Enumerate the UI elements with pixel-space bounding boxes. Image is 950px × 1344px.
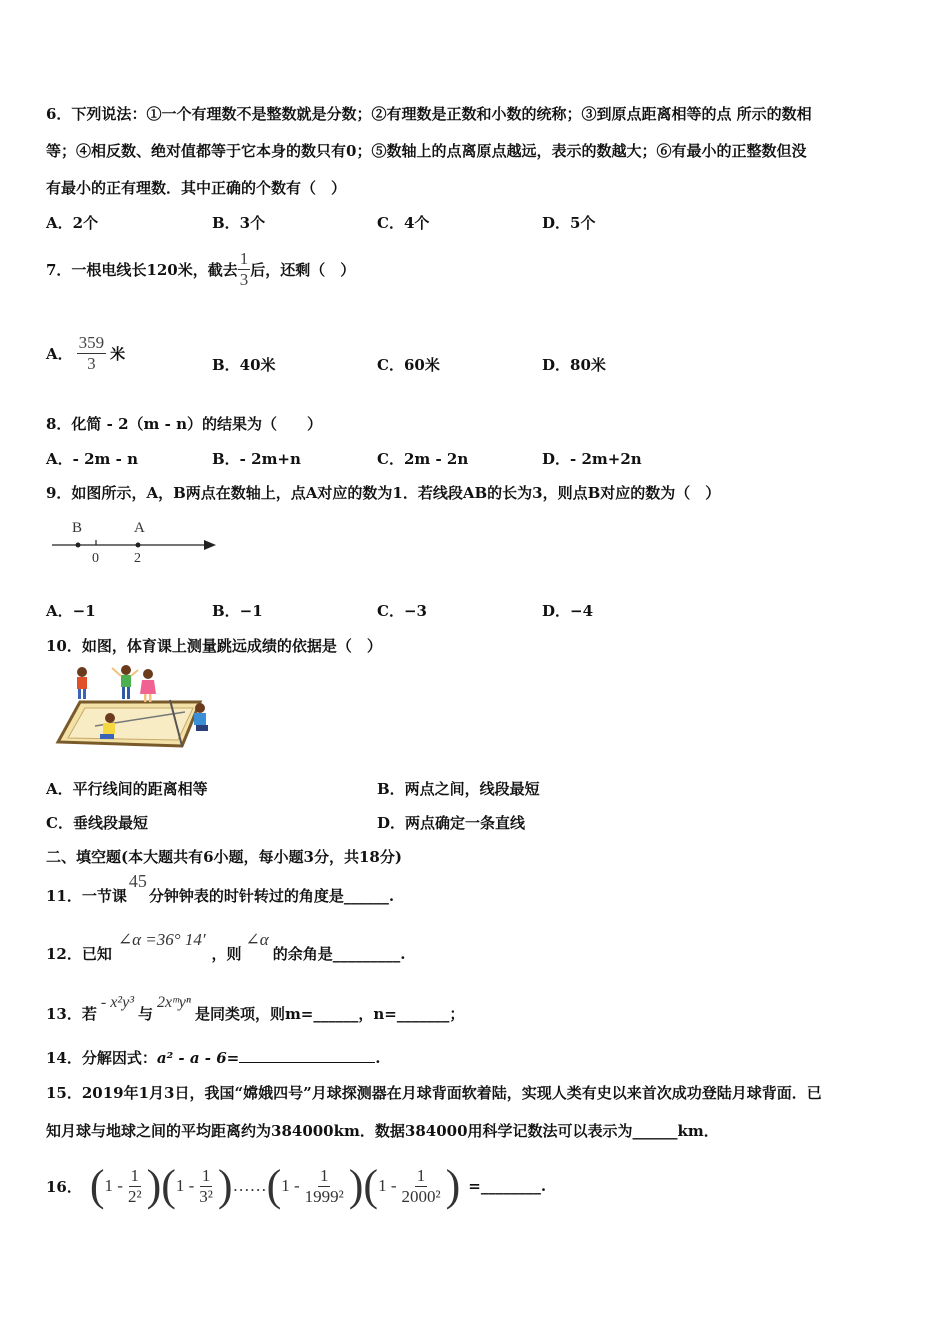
q11-stem bbox=[46, 870, 394, 906]
kid-1-body bbox=[77, 677, 87, 689]
q12-angle-expr: ∠α =36° 14′ bbox=[117, 930, 206, 949]
number-line-figure bbox=[46, 512, 226, 572]
long-jump-illustration bbox=[50, 660, 225, 755]
label-b: B bbox=[72, 520, 83, 536]
kid-2-arm2 bbox=[131, 670, 138, 676]
q7-frac-den: 3 bbox=[239, 269, 249, 289]
q16-frac-2-den: 3² bbox=[199, 1186, 213, 1206]
q14-prefix: 14．分解因式： bbox=[46, 1049, 157, 1067]
point-b bbox=[76, 543, 81, 548]
q6-option-b: B．3个 bbox=[212, 214, 266, 232]
q12-suffix: 的余角是_________. bbox=[272, 945, 406, 963]
q6-option-a: A．2个 bbox=[46, 214, 99, 232]
q16-suffix: =________. bbox=[468, 1177, 547, 1195]
q7-option-a-fraction bbox=[77, 333, 107, 373]
q13-prefix: 13．若 bbox=[46, 1005, 97, 1023]
paren-open-4: ( bbox=[363, 1161, 379, 1210]
kid-4-head bbox=[105, 713, 115, 723]
paren-close-4: ) bbox=[445, 1161, 461, 1210]
q7-option-a-label: A． bbox=[46, 344, 73, 363]
q14-answer-blank[interactable] bbox=[239, 1062, 375, 1063]
q7-fraction bbox=[238, 249, 251, 289]
q15-line2: 知月球与地球之间的平均距离约为384000km．数据384000用科学记数法可以表示为______km． bbox=[46, 1122, 719, 1140]
q14-expression: a² - a - 6= bbox=[156, 1049, 240, 1067]
kid-5-legs bbox=[196, 725, 208, 731]
q11-number: 45 bbox=[128, 871, 147, 891]
q12-stem bbox=[46, 928, 405, 964]
q7-suffix: 后，还剩（ ） bbox=[250, 260, 356, 279]
q10-option-a: A．平行线间的距离相等 bbox=[46, 780, 208, 798]
kid-3-head bbox=[143, 669, 153, 679]
q16-product bbox=[89, 1161, 461, 1210]
q7-option-a-num: 359 bbox=[78, 332, 105, 352]
paren-close-2: ) bbox=[217, 1161, 233, 1210]
kid-4-body bbox=[103, 723, 115, 734]
paren-close-1: ) bbox=[146, 1161, 162, 1210]
q7-stem bbox=[46, 244, 355, 294]
kid-1-leg2 bbox=[83, 689, 86, 699]
label-zero: 0 bbox=[92, 551, 99, 566]
q14-suffix: . bbox=[375, 1049, 381, 1067]
q14-stem bbox=[46, 1047, 380, 1068]
q16-dots: …… bbox=[232, 1176, 267, 1195]
q16-frac-4-den: 2000² bbox=[401, 1186, 441, 1206]
point-a bbox=[136, 543, 141, 548]
q15-line1: 15．2019年1月3日，我国“嫦娥四号”月球探测器在月球背面软着陆，实现人类有史以来首次成功登陆月球背面．已 bbox=[46, 1084, 822, 1102]
q8-option-d: D．- 2m+2n bbox=[542, 450, 642, 468]
q16-one-2: 1 - bbox=[175, 1176, 195, 1195]
q9-stem: 9．如图所示，A，B两点在数轴上，点A对应的数为1．若线段AB的长为3，则点B对应的数为（ ） bbox=[46, 484, 721, 502]
q7-option-b: B．40米 bbox=[212, 356, 276, 374]
q8-option-a: A．- 2m - n bbox=[46, 450, 138, 468]
kid-3-leg bbox=[144, 694, 147, 702]
q10-option-d: D．两点确定一条直线 bbox=[377, 814, 526, 832]
paren-open-2: ( bbox=[161, 1161, 176, 1210]
q16-frac-3 bbox=[303, 1166, 346, 1206]
q9-option-b: B．−1 bbox=[212, 602, 263, 620]
q11-prefix: 11．一节课 bbox=[46, 887, 127, 905]
q10-stem: 10．如图，体育课上测量跳远成绩的依据是（ ） bbox=[46, 637, 382, 655]
q13-stem bbox=[46, 988, 464, 1024]
q6-line2: 等；④相反数、绝对值都等于它本身的数只有0；⑤数轴上的点离原点越远，表示的数越大；⑥有最小的正整数但没 bbox=[46, 142, 807, 160]
arrow-icon bbox=[204, 540, 216, 550]
kid-4-legs bbox=[100, 734, 114, 739]
q13-monomial-2: 2xᵐyⁿ bbox=[157, 994, 191, 1011]
q16-frac-3-num: 1 bbox=[319, 1165, 329, 1185]
q16-prefix: 16． bbox=[46, 1177, 82, 1196]
paren-close-3: ) bbox=[348, 1161, 364, 1210]
q16-frac-2 bbox=[197, 1166, 215, 1206]
q7-option-d: D．80米 bbox=[542, 356, 606, 374]
q7-frac-num: 1 bbox=[239, 248, 249, 268]
q16-frac-1 bbox=[126, 1166, 144, 1206]
q10-option-b: B．两点之间，线段最短 bbox=[377, 780, 540, 798]
q12-prefix: 12．已知 bbox=[46, 945, 112, 963]
kid-1-head bbox=[77, 667, 87, 677]
q8-option-c: C．2m - 2n bbox=[377, 450, 469, 468]
q8-option-b: B．- 2m+n bbox=[212, 450, 301, 468]
q16-frac-4 bbox=[399, 1166, 442, 1206]
q16-frac-3-den: 1999² bbox=[304, 1186, 344, 1206]
kid-1-leg bbox=[78, 689, 81, 699]
kid-3-leg2 bbox=[149, 694, 152, 702]
q12-mid: ，则 bbox=[211, 945, 242, 963]
q6-option-d: D．5个 bbox=[542, 214, 596, 232]
q7-option-a-den: 3 bbox=[87, 353, 96, 373]
q7-option-a-unit: 米 bbox=[110, 344, 126, 363]
kid-2-leg bbox=[122, 687, 125, 699]
kid-5-body bbox=[194, 713, 206, 725]
q6-line3: 有最小的正有理数．其中正确的个数有（ ） bbox=[46, 179, 347, 197]
q16-frac-4-num: 1 bbox=[416, 1165, 426, 1185]
q16-frac-1-den: 2² bbox=[127, 1186, 142, 1206]
q10-option-c: C．垂线段最短 bbox=[46, 814, 148, 832]
kid-2-body bbox=[121, 675, 131, 687]
q13-suffix: 是同类项，则m=______，n=_______； bbox=[194, 1005, 465, 1023]
section-2-title: 二、填空题(本大题共有6小题，每小题3分，共18分) bbox=[46, 848, 402, 866]
q16-one-4: 1 - bbox=[378, 1176, 397, 1195]
kid-2-leg2 bbox=[127, 687, 130, 699]
paren-open-1: ( bbox=[89, 1161, 105, 1210]
q12-alpha: ∠α bbox=[245, 930, 269, 949]
q7-option-a bbox=[46, 328, 125, 378]
q16-one-3: 1 - bbox=[281, 1176, 300, 1195]
kid-5-head bbox=[195, 703, 205, 713]
q16-frac-1-num: 1 bbox=[130, 1165, 139, 1185]
q9-option-d: D．−4 bbox=[542, 602, 594, 620]
label-a: A bbox=[134, 520, 145, 536]
q6-line1: 6．下列说法：①一个有理数不是整数就是分数；②有理数是正数和小数的统称；③到原点距离相等的点 所示的数相 bbox=[46, 105, 812, 123]
q13-mid: 与 bbox=[138, 1005, 154, 1023]
label-two: 2 bbox=[134, 551, 141, 566]
q7-option-c: C．60米 bbox=[377, 356, 440, 374]
q16-one-1: 1 - bbox=[104, 1176, 123, 1195]
q16-stem bbox=[46, 1155, 546, 1217]
kid-2-arm bbox=[112, 668, 121, 676]
q9-option-a: A．−1 bbox=[46, 602, 96, 620]
q13-monomial-1: - x²y³ bbox=[100, 994, 134, 1011]
kid-3-dress bbox=[140, 680, 156, 694]
q11-suffix: 分钟钟表的时针转过的角度是______. bbox=[148, 887, 395, 905]
q16-frac-2-num: 1 bbox=[201, 1165, 211, 1185]
q6-option-c: C．4个 bbox=[377, 214, 430, 232]
q7-prefix: 7．一根电线长120米，截去 bbox=[46, 260, 238, 279]
q9-option-c: C．−3 bbox=[377, 602, 427, 620]
paren-open-3: ( bbox=[266, 1161, 282, 1210]
q8-stem: 8．化简 - 2（m - n）的结果为（ ） bbox=[46, 415, 322, 433]
kid-2-head bbox=[121, 665, 131, 675]
